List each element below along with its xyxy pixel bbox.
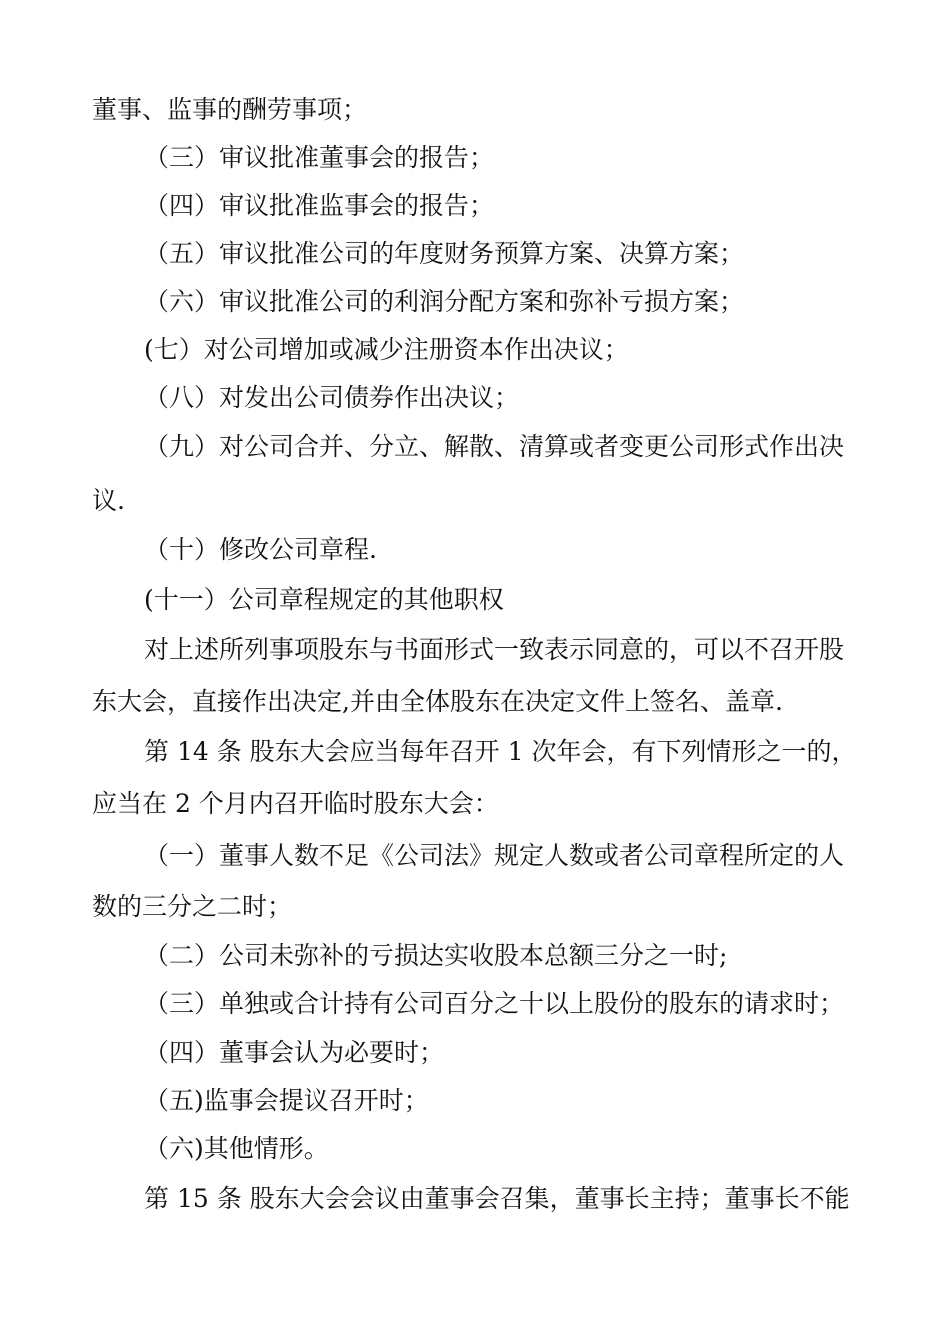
text-line: （三）单独或合计持有公司百分之十以上股份的股东的请求时； — [144, 989, 845, 1018]
text-line: （三）审议批准董事会的报告； — [144, 143, 495, 172]
text-line: （五）审议批准公司的年度财务预算方案、决算方案； — [144, 239, 745, 268]
text-line: 应当在 2 个月内召开临时股东大会： — [92, 789, 499, 818]
text-line: （六）审议批准公司的利润分配方案和弥补亏损方案； — [144, 287, 745, 316]
text-line: 议. — [92, 486, 125, 515]
text-line: （九）对公司合并、分立、解散、清算或者变更公司形式作出决 — [144, 432, 845, 461]
text-line: 第 15 条 股东大会会议由董事会召集，董事长主持；董事长不能 — [144, 1184, 850, 1213]
text-line: （四）审议批准监事会的报告； — [144, 191, 495, 220]
text-line: 对上述所列事项股东与书面形式一致表示同意的，可以不召开股 — [144, 635, 845, 664]
text-line: (七）对公司增加或减少注册资本作出决议； — [144, 335, 629, 364]
text-line: （五)监事会提议召开时； — [144, 1086, 429, 1115]
text-line: （八）对发出公司债券作出决议； — [144, 383, 520, 412]
text-line: 东大会，直接作出决定,并由全体股东在决定文件上签名、盖章. — [92, 687, 783, 716]
text-line: （六)其他情形。 — [144, 1134, 329, 1163]
text-line: 第 14 条 股东大会应当每年召开 1 次年会，有下列情形之一的， — [144, 737, 857, 766]
text-line: （二）公司未弥补的亏损达实收股本总额三分之一时; — [144, 941, 728, 970]
text-line: （四）董事会认为必要时； — [144, 1038, 445, 1067]
text-line: （十）修改公司章程. — [144, 535, 377, 564]
text-line: (十一）公司章程规定的其他职权 — [144, 585, 504, 614]
text-line: （一）董事人数不足《公司法》规定人数或者公司章程所定的人 — [144, 841, 845, 870]
text-line: 董事、监事的酬劳事项； — [92, 95, 368, 124]
text-line: 数的三分之二时； — [92, 892, 293, 921]
